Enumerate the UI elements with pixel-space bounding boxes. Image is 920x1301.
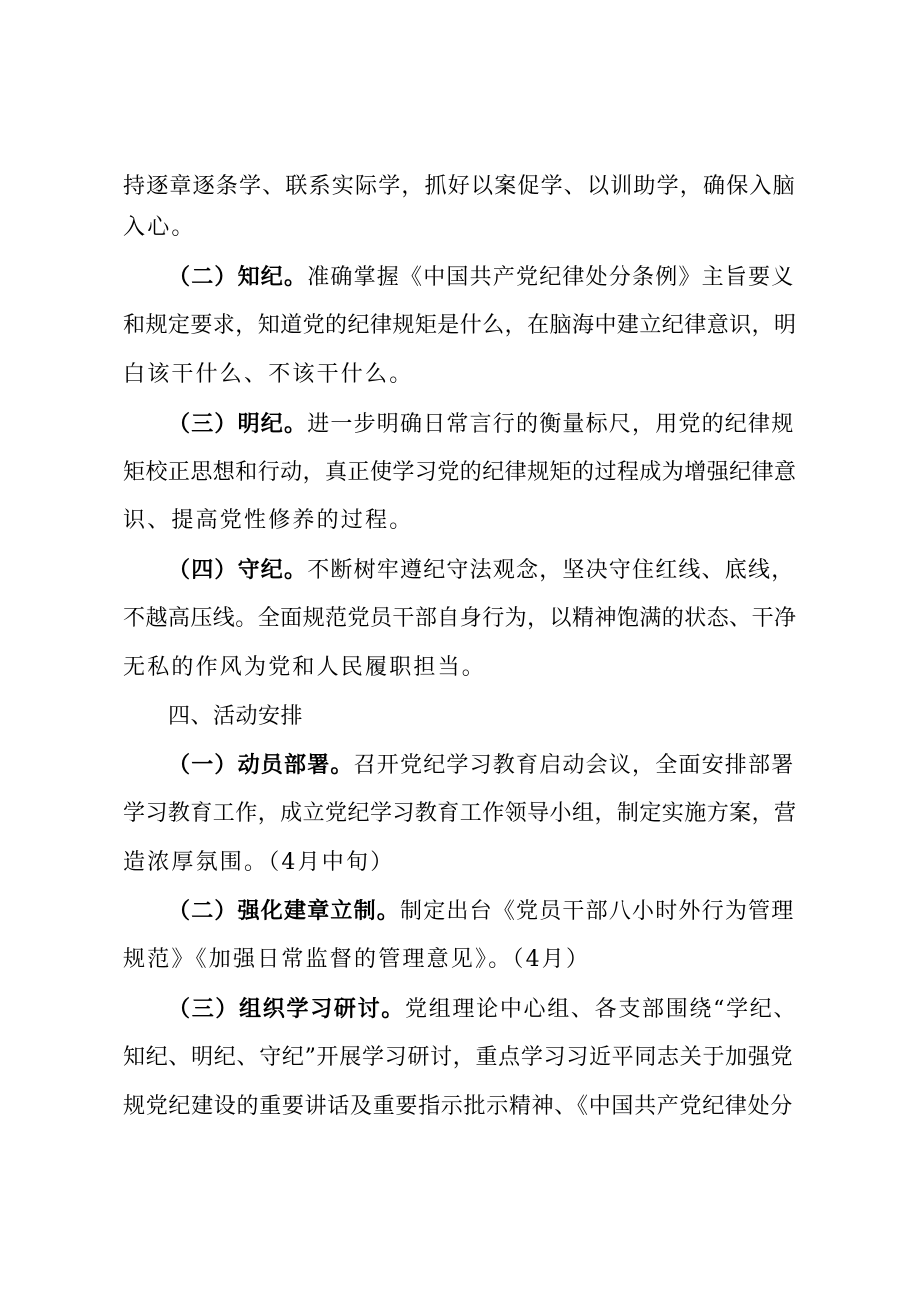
item-label: （三）明纪。 <box>168 411 308 437</box>
text: 矩校正思想和行动，真正使学习党的纪律规矩的过程成为增强纪律意 <box>123 460 797 485</box>
text: 规党纪建设的重要讲话及重要指示批示精神、《中国共产党纪律处分 <box>123 1094 794 1119</box>
text: 进一步明确日常言行的衡量标尺，用党的纪律规 <box>307 412 795 437</box>
text-line <box>123 213 196 243</box>
text-line <box>123 604 797 634</box>
text-line <box>123 311 797 341</box>
text-line <box>123 172 796 202</box>
text-line <box>123 945 590 975</box>
heading-text: 四、活动安排 <box>168 704 304 729</box>
item-label: （三）组织学习研讨。 <box>168 996 406 1022</box>
text: 学习教育工作，成立党纪学习教育工作领导小组，制定实施方案，营 <box>123 801 797 826</box>
text: 和规定要求，知道党的纪律规矩是什么，在脑海中建立纪律意识，明 <box>123 313 797 338</box>
text-line <box>123 1043 793 1073</box>
text-line <box>123 506 413 536</box>
item-label: （一）动员部署。 <box>168 752 354 778</box>
text: 白该干什么、不该干什么。 <box>123 362 414 387</box>
paragraph-zhiji <box>168 262 794 292</box>
text: 入心。 <box>123 215 196 240</box>
text-line <box>123 653 486 683</box>
paragraph-shouji <box>168 555 794 585</box>
text: 持逐章逐条学、联系实际学，抓好以案促学、以训助学，确保入脑 <box>123 174 796 199</box>
item-label: （四）守纪。 <box>168 557 308 583</box>
text: 规范》《加强日常监督的管理意见》。（4月） <box>123 947 591 972</box>
text-line <box>123 848 394 878</box>
text-line <box>123 799 797 829</box>
text-line <box>123 360 413 390</box>
text: 造浓厚氛围。（4月中旬） <box>123 850 395 875</box>
text-line <box>123 458 797 488</box>
paragraph-mingji <box>168 409 794 439</box>
text: 无私的作风为党和人民履职担当。 <box>123 655 487 680</box>
paragraph-study <box>168 994 797 1024</box>
text: 识、提高党性修养的过程。 <box>123 508 414 533</box>
text: 知纪、明纪、守纪”开展学习研讨，重点学习习近平同志关于加强党 <box>123 1045 794 1070</box>
text: 制定出台《党员干部八小时外行为管理 <box>400 899 795 924</box>
paragraph-mobilize <box>168 750 794 780</box>
text-line <box>123 1092 793 1122</box>
text: 不越高压线。全面规范党员干部自身行为，以精神饱满的状态、干净 <box>123 606 797 631</box>
item-label: （二）知纪。 <box>168 264 308 290</box>
text: 召开党纪学习教育启动会议，全面安排部署 <box>353 753 795 778</box>
text: 准确掌握《中国共产党纪律处分条例》主旨要义 <box>307 265 795 290</box>
item-label: （二）强化建章立制。 <box>168 898 401 924</box>
text: 不断树牢遵纪守法观念，坚决守住红线、底线， <box>307 558 795 583</box>
paragraph-regulations <box>168 896 794 926</box>
section-heading <box>168 702 303 732</box>
text: 党组理论中心组、各支部围绕“学纪、 <box>405 997 798 1022</box>
